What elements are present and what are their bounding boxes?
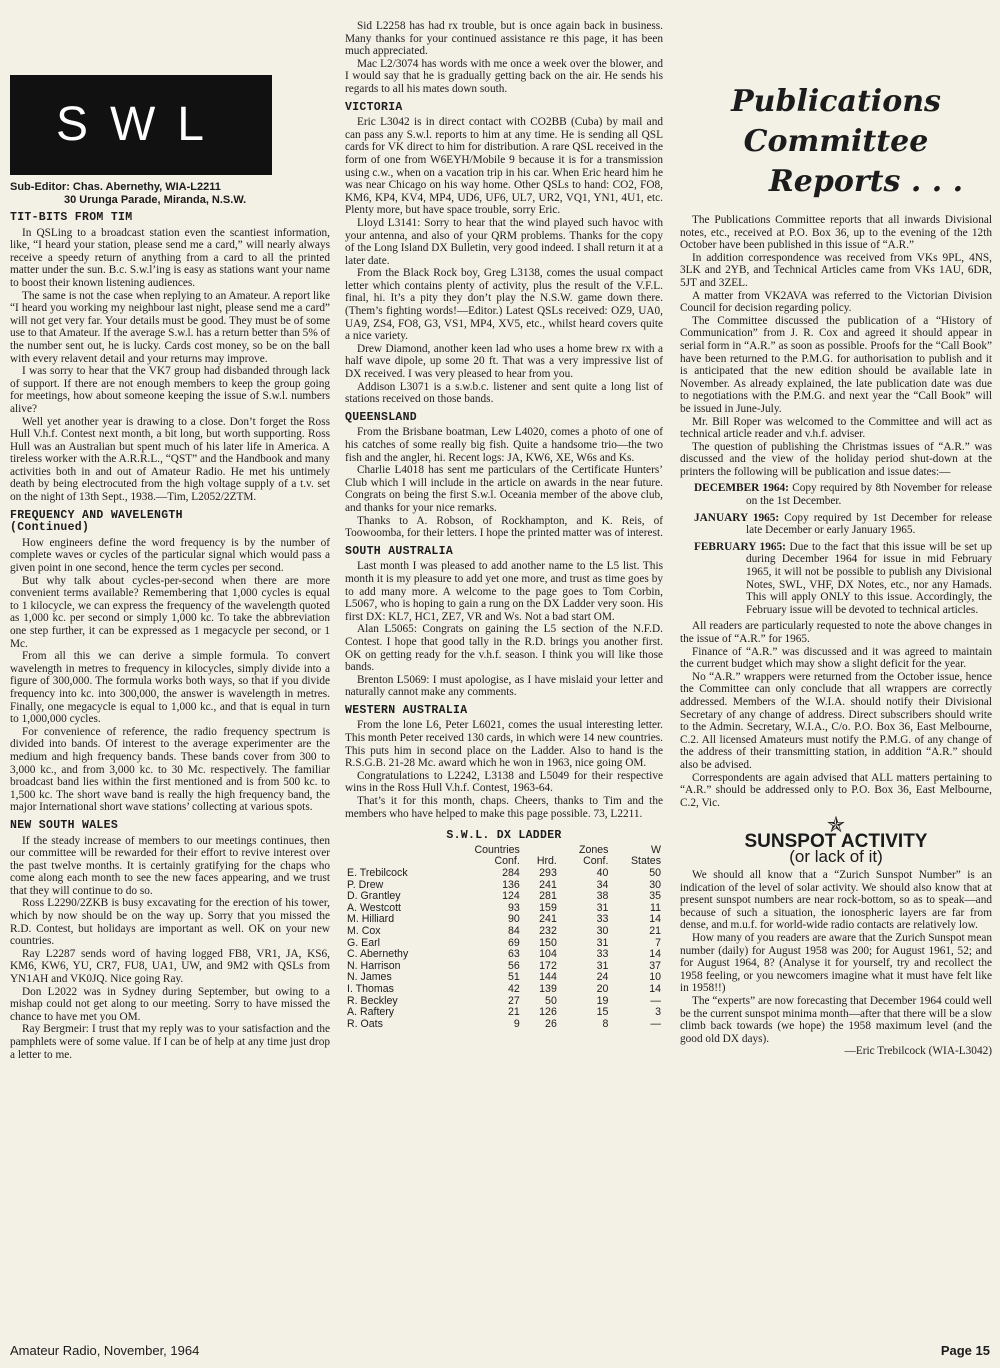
ladder-value-cell: 50	[649, 867, 661, 879]
paragraph: From the lone L6, Peter L6021, comes the usual interesting letter. This month Peter received 130 cards, in which were 14 new countries. This puts him in second place on the Ladder. Also to hand is the R.S.G.B. 21-28 Mc. award which he won in 1963, nice going OM.	[345, 719, 663, 770]
ladder-title: S.W.L. DX LADDER	[446, 829, 562, 843]
ladder-value-cell: 31	[596, 901, 609, 914]
paragraph: A matter from VK2AVA was referred to the Victorian Division Council for decision regarding policy.	[680, 289, 992, 315]
ladder-value-cell: 10	[649, 971, 661, 984]
ladder-value-cell: 124	[502, 890, 520, 903]
column-swl	[10, 20, 330, 1338]
ladder-value-cell: 232	[539, 924, 557, 937]
ladder-value-cell: 14	[649, 982, 661, 995]
table-row	[345, 868, 663, 880]
date-entry-december: DECEMBER 1964: Copy required by 8th November for release on the 1st December.	[694, 482, 992, 508]
ladder-value-cell: 21	[508, 1006, 520, 1019]
publications-title: Publications Committee Reports . . .	[731, 84, 964, 199]
sunspot-title: SUNSPOT ACTIVITY	[744, 830, 928, 852]
ladder-value-cell: 21	[649, 924, 661, 937]
ladder-value-cell: —	[650, 994, 661, 1007]
ladder-value-cell: 19	[596, 994, 609, 1007]
ladder-header-cell: Zones	[579, 843, 609, 856]
ladder-name-cell: G. Earl	[347, 936, 380, 949]
paragraph: In addition correspondence was received from VKs 9PL, 4NS, 3LK and 2YB, and Technical Articles came from VKs 1AU, 6DR, 5JT and 3ZEL.	[680, 251, 992, 289]
ladder-value-cell: 24	[596, 971, 609, 984]
ladder-value-cell: 69	[508, 936, 520, 949]
table-row	[345, 949, 663, 961]
ladder-value-cell: 241	[539, 878, 557, 891]
paragraph: From all this we can derive a simple formula. To convert wavelength in metres to frequency in kilocycles, simply divide into a figure of 300,000. The formula works both ways, so that if you divide frequency into kc. into 300,000, the answer is wavelength in metres. Finally, one megacycle is equal to 1,000 kc., and that is equal in turn to 1,000,000 cycles.	[10, 650, 330, 726]
dx-ladder-table	[345, 845, 663, 1031]
ladder-value-cell: 241	[539, 913, 557, 926]
ladder-value-cell: 40	[596, 867, 609, 879]
paragraph: Mr. Bill Roper was welcomed to the Committee and will act as technical article reader and v.h.f. adviser.	[680, 415, 992, 441]
ladder-value-cell: 30	[649, 878, 661, 891]
heading-frequency: FREQUENCY AND WAVELENGTH (Continued)	[10, 508, 183, 535]
ladder-value-cell: 14	[649, 948, 661, 961]
paragraph: Finance of “A.R.” was discussed and it was agreed to maintain the current budget which may show a slight deficit for the year.	[680, 645, 992, 671]
paragraph: Eric L3042 is in direct contact with CO2BB (Cuba) by mail and can pass any S.w.l. reports to him at any time. He is sending all QSL cards for VK direct to him for distribution. A rare QSL received in the form of one from W6EYH/Mobile 9 because it is for a transmission using c.w., when on a vacation trip in his car. When Eric heard him he was near Chicago on his way home. Other QSLs to hand: CO2, FO8, KM6, KP4, KV4, MP4, UD6, UF6, UL7, UR2, VQ1, YN1, 4U1, etc. Plenty more, but have space trouble, sorry Eric.	[345, 116, 663, 217]
ladder-value-cell: 56	[508, 959, 520, 972]
ladder-value-cell: 9	[513, 1017, 520, 1030]
paragraph: From the Black Rock boy, Greg L3138, comes the usual compact letter which contains plenty of activity, plus the result of the V.F.L. final, hi. It’s a pity they don’t play the N.S.W. game down there. (Them’s fighting words!—Editor.) Latest QSLs received: OZ9, UA0, UA9, ZS4, FO8, G3, VS1, MP4, XV5, etc., whilst heard covers quite a nice variety.	[345, 267, 663, 343]
ladder-value-cell: 104	[539, 948, 557, 961]
paragraph: But why talk about cycles-per-second when there are more convenient terms available? Remembering that 1,000 cycles is equal to 1 kilocycle, we can express the frequency of the wavelength quoted as 1,000 kc. per second or simply 1,000 kc. To take the abbreviation one step further, it can be expressed as 1 megacycle per second, or 1 Mc.	[10, 574, 330, 650]
paragraph: Ray Bergmeir: I trust that my reply was to your satisfaction and the pamphlets were of some value. If I can be of help at any time just drop a letter to me.	[10, 1023, 330, 1061]
paragraph: In QSLing to a broadcast station even the scantiest information, like, “I heard your station, please send me a card,” will nearly always receive a speedy return of anything from a card to all the printed matter under the sun. B.c. S.w.l’ing is easy as stations want your name to boost their known listening audiences.	[10, 226, 330, 289]
paragraph: The same is not the case when replying to an Amateur. A report like “I heard you working my neighbour last night, please send me a card” will not get very far. Your details must be good. They must be of some use to that Amateur. If the average S.w.l. has a return better than 5% of the number sent out, he is lucky. Cards cost money, so be on the ball with every relavent detail and your returns may improve.	[10, 289, 330, 365]
heading-queensland: QUEENSLAND	[345, 410, 418, 424]
ladder-value-cell: 8	[602, 1017, 609, 1030]
ladder-value-cell: 38	[596, 890, 609, 903]
paragraph: For convenience of reference, the radio frequency spectrum is divided into bands. Of interest to the average experimenter are the medium and high frequency bands. These bands cover from 300 to 3,000 kc., and from 3,000 kc. to 30 Mc. respectively. The familiar broadcast band lies within the first mentioned and is from 500 kc. to 1,500 kc. The short wave band is really the high frequency band, the major International short wave stations’ collecting at various spots.	[10, 725, 330, 814]
ladder-value-cell: 144	[539, 971, 557, 984]
ladder-value-cell: 20	[596, 982, 609, 995]
ladder-value-cell: 11	[650, 901, 661, 914]
ladder-value-cell: 90	[508, 913, 520, 926]
ladder-value-cell: 31	[596, 959, 609, 972]
paragraph: From the Brisbane boatman, Lew L4020, comes a photo of one of his catches of some really big fish. Quite a handsome trio—the two fish and the angler, hi. Recent logs: JA, KW6, XE, W6s and Ks.	[345, 426, 663, 464]
ladder-value-cell: 31	[596, 936, 609, 949]
paragraph: The question of publishing the Christmas issues of “A.R.” was discussed and the view of the holiday period shut-down at the printers the following will be publication and issue dates:—	[680, 440, 992, 478]
ladder-value-cell: —	[650, 1017, 661, 1030]
paragraph: That’s it for this month, chaps. Cheers, thanks to Tim and the members who have helped to make this page possible. 73, L2211.	[345, 795, 663, 820]
ladder-value-cell: 42	[508, 982, 520, 995]
paragraph: Correspondents are again advised that ALL matters pertaining to “A.R.” should be addressed only to P.O. Box 36, East Melbourne, C.2, Vic.	[680, 771, 992, 809]
paragraph: Ross L2290/2ZKB is busy excavating for the erection of his tower, which by now should be on the way up. Sorry that you missed the R.D. Contest, but holidays are important as well. OK on your new countries.	[10, 897, 330, 948]
paragraph: Congratulations to L2242, L3138 and L5049 for their respective wins in the Ross Hull V.h.f. Contest, 1963-64.	[345, 769, 663, 795]
star-icon: ✯	[826, 812, 846, 838]
ladder-subheader-cell: Hrd.	[536, 855, 557, 868]
ladder-value-cell: 159	[539, 901, 557, 914]
ladder-name-cell: R. Beckley	[347, 994, 398, 1007]
ladder-value-cell: 126	[539, 1006, 557, 1019]
ladder-header-cell: Countries	[474, 843, 520, 856]
ladder-value-cell: 15	[596, 1006, 609, 1019]
sub-editor-credit: Sub-Editor: Chas. Abernethy, WIA-L2211 30 Urunga Parade, Miranda, N.S.W.	[10, 181, 247, 206]
ladder-name-cell: A. Raftery	[347, 1006, 395, 1019]
ladder-value-cell: 34	[596, 878, 609, 891]
heading-titbits: TIT-BITS FROM TIM	[10, 211, 133, 224]
swl-banner: SWL	[10, 75, 272, 175]
heading-south-australia: SOUTH AUSTRALIA	[345, 544, 454, 558]
ladder-value-cell: 51	[508, 971, 520, 984]
paragraph: If the steady increase of members to our meetings continues, then our committee will be rewarded for their effort to revive interest over the past twelve months. It is certainly gratifying for the chaps who come along each month to see the new faces appearing, and we trust that they will continue to do so.	[10, 834, 330, 897]
paragraph: Thanks to A. Robson, of Rockhampton, and K. Reis, of Toowoomba, for their letters. I hope the printed matter was of interest.	[345, 514, 663, 540]
footer-publication: Amateur Radio, November, 1964	[10, 1343, 200, 1358]
ladder-name-cell: M. Hilliard	[347, 913, 395, 926]
table-row	[345, 1007, 663, 1019]
ladder-value-cell: 284	[502, 867, 520, 879]
ladder-value-cell: 37	[649, 959, 661, 972]
ladder-subheader-cell: States	[630, 855, 661, 868]
date-entry-january: JANUARY 1965: Copy required by 1st December for release late December or early January 1965.	[694, 511, 992, 537]
ladder-value-cell: 172	[539, 959, 557, 972]
signature: —Eric Trebilcock (WIA-L3042)	[844, 1045, 992, 1058]
paragraph: Sid L2258 has had rx trouble, but is once again back in business. Many thanks for your continued assistance re this page, it has been much appreciated.	[345, 20, 663, 58]
ladder-name-cell: R. Oats	[347, 1017, 383, 1030]
ladder-name-cell: C. Abernethy	[347, 948, 409, 961]
paragraph: How engineers define the word frequency is by the number of complete waves or cycles of the particular signal which would pass a given point in one second, hence the term cycles per second.	[10, 536, 330, 575]
ladder-name-cell: D. Grantley	[347, 890, 401, 903]
ladder-value-cell: 7	[655, 936, 661, 949]
paragraph: I was sorry to hear that the VK7 group had disbanded through lack of support. If there are not enough members to keep the group going for meetings, how about someone keeping the issue of S.w.l. numbers alive?	[10, 365, 330, 415]
table-row	[345, 926, 663, 938]
ladder-header-cell: W	[651, 843, 661, 856]
heading-nsw: NEW SOUTH WALES	[10, 818, 119, 832]
column-swl-continued	[345, 20, 663, 1338]
paragraph: Lloyd L3141: Sorry to hear that the wind played such havoc with your antenna, and also of your QRM problems. Thanks for the copy of the Long Island DX Bulletin, very good indeed. I shall return it at a later date.	[345, 216, 663, 267]
ladder-value-cell: 293	[539, 867, 557, 879]
ladder-value-cell: 93	[508, 901, 520, 914]
ladder-value-cell: 30	[596, 924, 609, 937]
table-row	[345, 961, 663, 973]
ladder-value-cell: 26	[545, 1017, 557, 1030]
footer-page-number: Page 15	[940, 1343, 990, 1358]
ladder-name-cell: A. Westcott	[347, 901, 401, 914]
ladder-value-cell: 3	[655, 1006, 661, 1019]
paragraph: Last month I was pleased to add another name to the L5 list. This month it is my pleasure to add yet one more, and trust as time goes by to add many more. A welcome to the page goes to Tom Corbin, L5067, who is hoping to gain a rung on the DX Ladder very soon. His first DX: KL7, HC1, ZE7, VR and Ws. Not a bad start OM.	[345, 560, 663, 623]
table-row	[345, 914, 663, 926]
paragraph: How many of you readers are aware that the Zurich Sunspot mean number (daily) for August 1958 was 200; for August 1961, 52; and for August 1964, 8? (Analyse it for yourself, try and recollect the 1958 feeling, or you newcomers imagine what it must have felt like in 1958!!)	[680, 932, 992, 995]
ladder-name-cell: N. James	[347, 971, 392, 984]
table-row	[345, 1019, 663, 1031]
paragraph: Mac L2/3074 has words with me once a week over the blower, and I would say that he is gradually getting back on the air. He sends his regards to all his mates down south.	[345, 57, 663, 95]
ladder-value-cell: 84	[508, 924, 520, 937]
paragraph: Don L2022 was in Sydney during September, but owing to a mishap could not get along to our meeting. Sorry to have missed the chance to have met you OM.	[10, 985, 330, 1023]
ladder-value-cell: 27	[508, 994, 520, 1007]
ladder-subheader-cell: Conf.	[494, 855, 520, 868]
column-publications	[680, 20, 992, 1338]
ladder-value-cell: 63	[508, 948, 520, 961]
ladder-value-cell: 136	[502, 878, 520, 891]
paragraph: The Publications Committee reports that all inwards Divisional notes, etc., received at P.O. Box 36, up to the evening of the 12th October have been published in this issue of “A.R.”	[680, 214, 992, 252]
ladder-value-cell: 14	[649, 913, 661, 926]
ladder-subheader-cell: Conf.	[583, 855, 609, 868]
ladder-value-cell: 35	[649, 890, 661, 903]
paragraph: The Committee discussed the publication of a “History of Communication” from J. R. Cox and agreed it should appear in serial form in “A.R.” as soon as possible. Proofs for the “Call Book” have been returned to the P.M.G. for authorisation to publish and it is anticipated that the new edition should be available late in November. As already explained, the late publication date was due to negotiations with the P.M.G. and next year the “Call Book” will be issued in June-July.	[680, 314, 992, 415]
heading-victoria: VICTORIA	[345, 100, 403, 114]
ladder-value-cell: 50	[545, 994, 557, 1007]
paragraph: Drew Diamond, another keen lad who uses a home brew rx with a half wave dipole, up some 20 ft. That was a very impressive list of DX received. I was very pleased to hear from you.	[345, 342, 663, 381]
table-row	[345, 984, 663, 996]
paragraph: All readers are particularly requested to note the above changes in the issue of “A.R.” for 1965.	[680, 620, 992, 645]
ladder-name-cell: P. Drew	[347, 878, 384, 891]
paragraph: Addison L3071 is a s.w.b.c. listener and sent quite a long list of stations received on those bands.	[345, 380, 663, 406]
ladder-name-cell: M. Cox	[347, 924, 381, 937]
ladder-value-cell: 150	[539, 936, 557, 949]
ladder-value-cell: 281	[539, 890, 557, 903]
ladder-header-cell	[345, 845, 446, 857]
ladder-name-cell: N. Harrison	[347, 959, 401, 972]
paragraph: Brenton L5069: I must apologise, as I have mislaid your letter and naturally cannot make any comments.	[345, 673, 663, 699]
date-entry-february: FEBRUARY 1965: Due to the fact that this issue will be set up during December 1964 for issue in mid February 1965, it will not be possible to publish any Divisional Notes, SWL, VHF, DX Notes, etc., nor any Hamads. This will apply ONLY to this issue. Accordingly, the February issue will be devoted to technical articles.	[694, 540, 992, 616]
paragraph: The “experts” are now forecasting that December 1964 could well be the current sunspot minima month—after that there will be a slow climb back towards (we hope) the 1958 maximum level (and the good old DX days).	[680, 995, 992, 1045]
ladder-name-cell: E. Trebilcock	[347, 867, 408, 879]
ladder-body	[345, 868, 663, 1030]
ladder-value-cell: 33	[596, 913, 609, 926]
ladder-value-cell: 33	[596, 948, 609, 961]
paragraph: Alan L5065: Congrats on gaining the L5 section of the N.F.D. Contest. I hope that good tally in the R.D. brings you another first. OK on getting ready for the v.h.f. season. I think you will like those bands.	[345, 623, 663, 674]
paragraph: Ray L2287 sends word of having logged FB8, VR1, JA, KS6, KM6, KW6, YU, CR7, FU8, UA1, UW, and 9M2 with QSLs from YN1AH and VK0JQ. Nice going Ray.	[10, 947, 330, 986]
paragraph: No “A.R.” wrappers were returned from the October issue, hence the Committee can only conclude that all wrappers are correctly addressed. Members of the W.I.A. should notify their Divisional Secretary of any change of address. Direct subscribers should write to the Admin. Secretary, W.I.A., C/o. P.O. Box 36, East Melbourne, C.2. All licensed Amateurs must notify the P.M.G. of any change of the address of their transmitting station, in addition “A.R.” should also be advised.	[680, 670, 992, 771]
paragraph: We should all know that a “Zurich Sunspot Number” is an indication of the level of solar activity. We should also know that at present sunspot numbers are near rock-bottom, so as to speak—and because of such a situation, the ionospheric layers are far from dense, and m.u.f. for world-wide radio contacts are relatively low.	[680, 869, 992, 932]
heading-western-australia: WESTERN AUSTRALIA	[345, 703, 468, 717]
paragraph: Well yet another year is drawing to a close. Don’t forget the Ross Hull V.h.f. Contest next month, a bit long, but worth supporting. Ross Hull was an Australian but spent much of his later life in America. A tireless worker with the A.R.R.L., “QST” and the Handbook and many activities both in and out of Amateur Radio. He met his untimely death by being electrocuted from the high voltage supply of a t.v. set on the night of 13th Sept., 1938.—Tim, L2052/2ZTM.	[10, 415, 330, 504]
paragraph: Charlie L4018 has sent me particulars of the Certificate Hunters’ Club which I will include in the article on awards in the near future. Congrats on being the first S.w.l. Oceania member of the above club, and thanks for your nice remarks.	[345, 464, 663, 514]
sunspot-subtitle: (or lack of it)	[789, 846, 883, 866]
ladder-value-cell: 139	[539, 982, 557, 995]
ladder-name-cell: I. Thomas	[347, 982, 394, 995]
